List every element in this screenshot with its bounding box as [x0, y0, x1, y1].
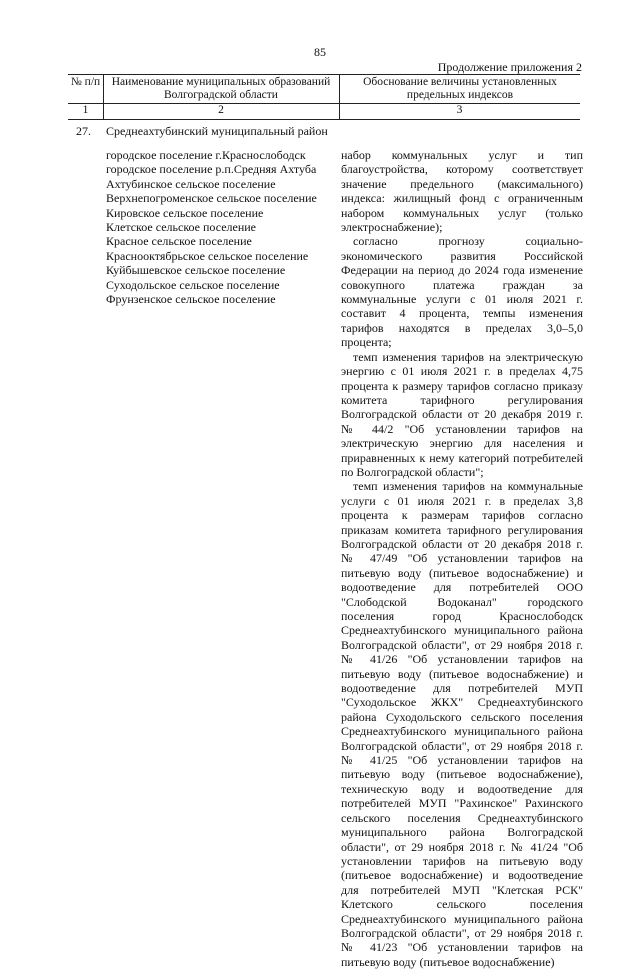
- list-item: Суходольское сельское поселение: [106, 277, 280, 292]
- settlement-list: [106, 148, 331, 306]
- list-item: городское поселение р.п.Средняя Ахтуба: [106, 162, 317, 177]
- list-item: Верхнепогроменское сельское поселение: [106, 191, 317, 206]
- list-item: Краснооктябрьское сельское поселение: [106, 248, 309, 263]
- row-number: 27.: [76, 124, 91, 138]
- column-number-1: 1: [82, 104, 89, 116]
- header-justification: Обоснование величины установленных предельных индексов: [363, 76, 557, 101]
- continuation-label: Продолжение приложения 2: [437, 60, 582, 74]
- list-item: Фрунзенское сельское поселение: [106, 292, 276, 307]
- header-municipality: Наименование муниципальных образований Волгоградской области: [111, 76, 331, 101]
- header-num: № п/п: [70, 76, 101, 88]
- list-item: городское поселение г.Краснослободск: [106, 148, 306, 162]
- column-number-3: 3: [456, 104, 463, 116]
- table-header: [68, 74, 580, 120]
- list-item: Куйбышевское сельское поселение: [106, 263, 286, 278]
- district-name: Среднеахтубинский муниципальный район: [106, 124, 328, 138]
- justification-paragraph: согласно прогнозу социально-экономического развития Российской Федерации на период до 2024 года изменение совокупного платежа граждан за коммунальные услуги с 01 июля 2021 г. составит 4 процента, темпы изменения тарифов находятся в пределах 3,0–5,0 процента;: [341, 234, 583, 350]
- list-item: Кировское сельское поселение: [106, 205, 264, 220]
- justification-paragraph: темп изменения тарифов на коммунальные услуги с 01 июля 2021 г. в пределах 3,8 процента к размерам тарифов согласно приказам комитета тарифного регулирования Волгоградской области от 20 декабря 2018 г. № 47/49 "Об установлении тарифов на питьевую воду (питьевое водоснабжение) и водоотведение для потребителей ООО "Слободской Водоканал" городского поселения город Краснослободск Среднеахтубинского муниципального района Волгоградской области", от 29 ноября 2018 г. № 41/26 "Об установлении тарифов на питьевую воду (питьевое водоснабжение) и водоотведение для потребителей МУП "Суходольское ЖКХ" Среднеахтубинского района Суходольского сельского поселения Среднеахтубинского муниципального района Волгоградской области", от 29 ноября 2018 г. № 41/25 "Об установлении тарифов на питьевую воду (питьевое водоснабжение), техническую воду и водоотведение для потребителей МУП "Рахинское" Рахинского сельского поселения Среднеахтубинского муниципального района Волгоградской области", от 29 ноября 2018 г. № 41/24 "Об установлении тарифов на питьевую воду (питьевое водоснабжение) и водоотведение для потребителей МУП "Клетская РСК" Клетского сельского поселения Среднеахтубинского муниципального района Волгоградской области", от 29 ноября 2018 г. № 41/23 "Об установлении тарифов на питьевую воду (питьевое водоснабжение): [341, 479, 583, 969]
- column-number-2: 2: [218, 104, 224, 116]
- justification-paragraph: набор коммунальных услуг и тип благоустройства, которому соответствует значение предельного (максимального) индекса: жилищный фонд с ограниченным набором коммунальных услуг (только электроснабжение);: [341, 148, 583, 235]
- list-item: Красное сельское поселение: [106, 234, 252, 249]
- justification-text: [341, 148, 583, 969]
- justification-paragraph: темп изменения тарифов на электрическую энергию с 01 июля 2021 г. в пределах 4,75 процента к размеру тарифов согласно приказу комитета тарифного регулирования Волгоградской области от 20 декабря 2019 г. № 44/2 "Об установлении тарифов на электрическую энергию для населения и приравненных к нему категорий потребителей по Волгоградской области";: [341, 349, 583, 479]
- list-item: Ахтубинское сельское поселение: [106, 176, 276, 191]
- list-item: Клетское сельское поселение: [106, 220, 257, 235]
- page-number: 85: [314, 45, 326, 59]
